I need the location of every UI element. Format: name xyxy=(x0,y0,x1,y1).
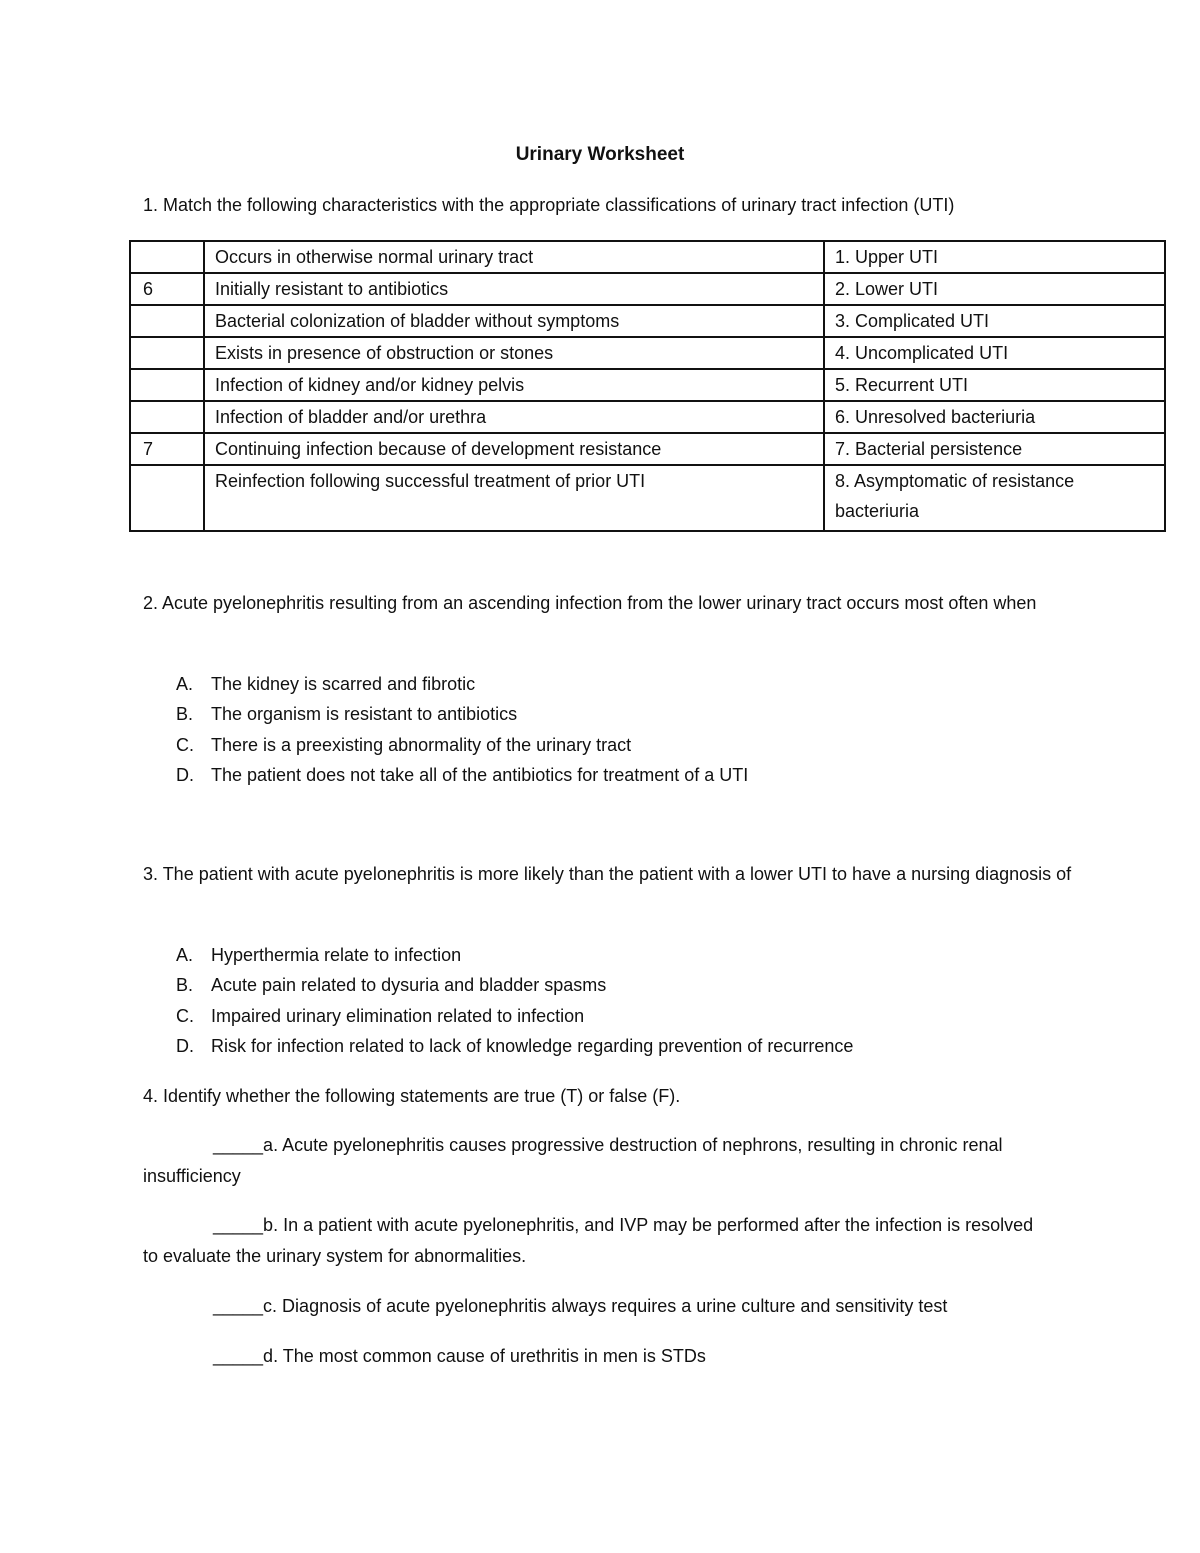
answer-cell[interactable] xyxy=(130,465,204,531)
answer-cell[interactable] xyxy=(130,401,204,433)
classification-cell: 7. Bacterial persistence xyxy=(824,433,1165,465)
table-row xyxy=(130,241,1165,273)
table-row xyxy=(130,465,1165,531)
page-title: Urinary Worksheet xyxy=(515,144,685,165)
choice-text: The kidney is scarred and fibrotic xyxy=(211,674,476,694)
table-row xyxy=(130,369,1165,401)
true-false-item xyxy=(143,1291,1043,1322)
classification-cell: 1. Upper UTI xyxy=(824,241,1165,273)
characteristic-cell: Continuing infection because of development resistance xyxy=(204,433,824,465)
characteristic-cell: Infection of bladder and/or urethra xyxy=(204,401,824,433)
statement-text[interactable]: _____a. Acute pyelonephritis causes progressive destruction of nephrons, resulting in chronic renal insufficiency xyxy=(143,1135,1003,1186)
table-row xyxy=(130,305,1165,337)
choice-letter: B. xyxy=(176,704,194,725)
choice-text: Risk for infection related to lack of knowledge regarding prevention of recurrence xyxy=(211,1035,854,1056)
answer-cell[interactable]: 7 xyxy=(130,433,204,465)
characteristic-cell: Initially resistant to antibiotics xyxy=(204,273,824,305)
question-2-choices xyxy=(176,669,748,790)
question-4-prompt: 4. Identify whether the following statements are true (T) or false (F). xyxy=(143,1086,681,1106)
choice-letter: B. xyxy=(176,975,194,996)
choice-letter: A. xyxy=(176,674,194,694)
statement-text[interactable]: _____c. Diagnosis of acute pyelonephritis always requires a urine culture and sensitivity test xyxy=(213,1296,948,1316)
characteristic-cell: Occurs in otherwise normal urinary tract xyxy=(204,241,824,273)
characteristic-cell: Reinfection following successful treatment of prior UTI xyxy=(204,465,824,531)
choice-text: Acute pain related to dysuria and bladder spasms xyxy=(211,975,607,996)
choice-item[interactable] xyxy=(176,1001,853,1031)
choice-item[interactable] xyxy=(176,730,748,760)
choice-text: Hyperthermia relate to infection xyxy=(211,945,462,965)
choice-text: The organism is resistant to antibiotics xyxy=(211,704,518,725)
statement-text[interactable]: _____d. The most common cause of urethritis in men is STDs xyxy=(213,1346,706,1366)
matching-table xyxy=(129,240,1166,532)
classification-cell: 3. Complicated UTI xyxy=(824,305,1165,337)
question-2-prompt: 2. Acute pyelonephritis resulting from an ascending infection from the lower urinary tract occurs most often when xyxy=(143,593,1037,613)
characteristic-cell: Exists in presence of obstruction or stones xyxy=(204,337,824,369)
true-false-item xyxy=(143,1210,1043,1272)
answer-cell[interactable] xyxy=(130,241,204,273)
table-row xyxy=(130,273,1165,305)
choice-item[interactable] xyxy=(176,669,748,699)
table-row xyxy=(130,337,1165,369)
choice-text: The patient does not take all of the antibiotics for treatment of a UTI xyxy=(211,764,749,785)
statement-text[interactable]: _____b. In a patient with acute pyelonephritis, and IVP may be performed after the infection is resolved to evaluate the urinary system for abnormalities. xyxy=(143,1215,1034,1266)
choice-letter: C. xyxy=(176,1005,194,1026)
question-3-prompt: 3. The patient with acute pyelonephritis is more likely than the patient with a lower UTI to have a nursing diagnosis of xyxy=(143,864,1072,884)
choice-item[interactable] xyxy=(176,1031,853,1061)
answer-cell[interactable] xyxy=(130,337,204,369)
choice-letter: D. xyxy=(176,1035,194,1056)
true-false-item xyxy=(143,1341,1043,1372)
choice-letter: D. xyxy=(176,764,194,785)
table-row xyxy=(130,401,1165,433)
classification-cell: 8. Asymptomatic of resistance bacteriuria xyxy=(824,465,1165,531)
classification-cell: 6. Unresolved bacteriuria xyxy=(824,401,1165,433)
question-3-choices xyxy=(176,940,853,1061)
choice-letter: C. xyxy=(176,734,194,755)
choice-item[interactable] xyxy=(176,699,748,729)
choice-text: Impaired urinary elimination related to infection xyxy=(211,1005,585,1026)
answer-cell[interactable] xyxy=(130,305,204,337)
choice-item[interactable] xyxy=(176,970,853,1000)
choice-item[interactable] xyxy=(176,760,748,790)
classification-cell: 2. Lower UTI xyxy=(824,273,1165,305)
true-false-item xyxy=(143,1130,1043,1192)
question-1-prompt: 1. Match the following characteristics with the appropriate classifications of urinary tract infection (UTI) xyxy=(143,195,955,215)
answer-cell[interactable] xyxy=(130,369,204,401)
choice-letter: A. xyxy=(176,945,194,965)
characteristic-cell: Infection of kidney and/or kidney pelvis xyxy=(204,369,824,401)
characteristic-cell: Bacterial colonization of bladder without symptoms xyxy=(204,305,824,337)
answer-cell[interactable]: 6 xyxy=(130,273,204,305)
classification-cell: 4. Uncomplicated UTI xyxy=(824,337,1165,369)
choice-item[interactable] xyxy=(176,940,853,970)
choice-text: There is a preexisting abnormality of the urinary tract xyxy=(211,734,632,755)
classification-cell: 5. Recurrent UTI xyxy=(824,369,1165,401)
table-row xyxy=(130,433,1165,465)
